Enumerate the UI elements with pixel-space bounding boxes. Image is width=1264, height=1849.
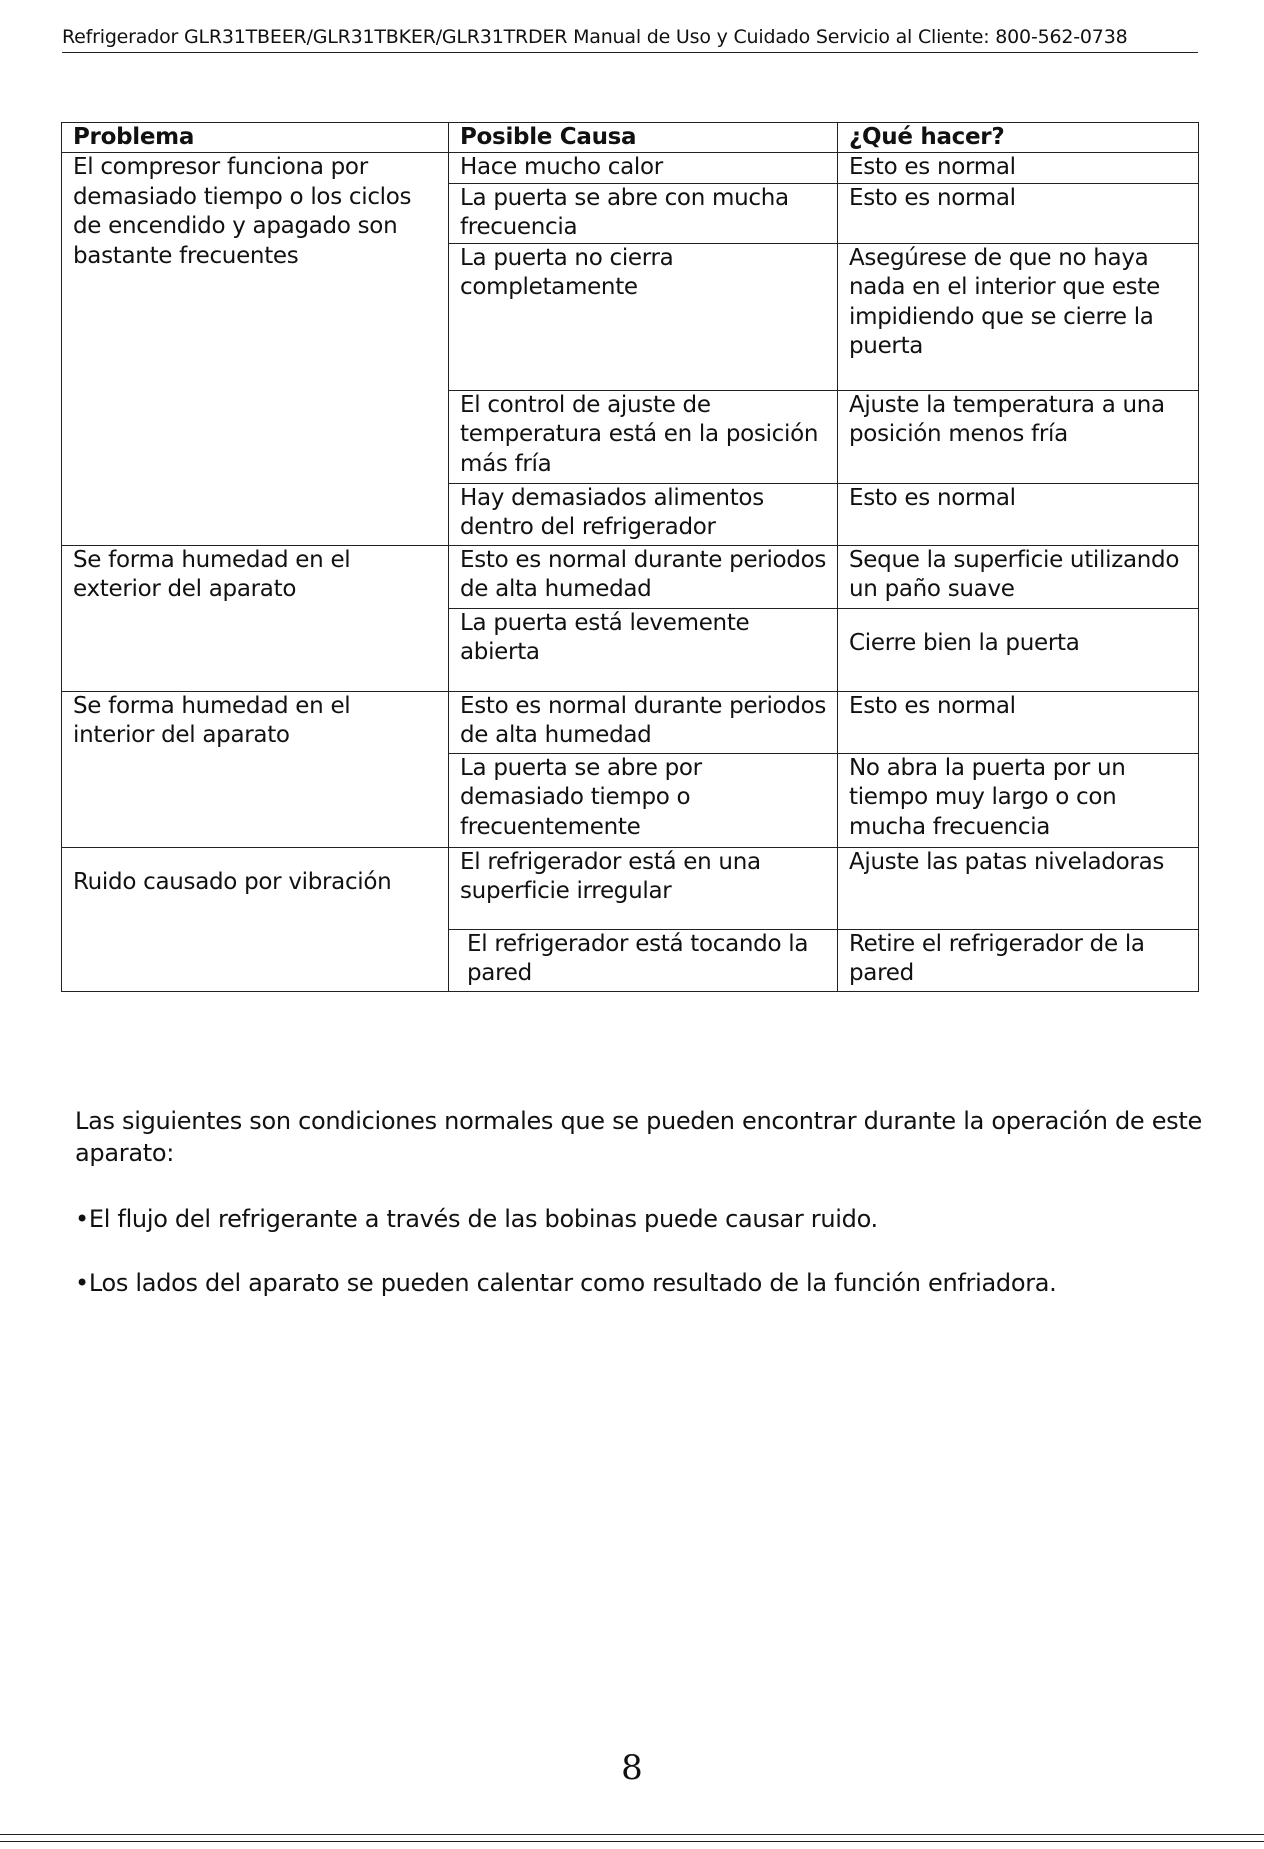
problem-cell: Se forma humedad en el interior del aparato — [62, 691, 449, 847]
action-cell: Ajuste la temperatura a una posición menos fría — [838, 390, 1199, 483]
problem-cell: Se forma humedad en el exterior del aparato — [62, 545, 449, 691]
table-row — [62, 691, 1199, 753]
column-header-action: ¿Qué hacer? — [838, 123, 1199, 153]
cause-cell: La puerta no cierra completamente — [449, 243, 838, 390]
cause-cell: El control de ajuste de temperatura está en la posición más fría — [449, 390, 838, 483]
action-cell: Esto es normal — [838, 483, 1199, 545]
cause-cell: La puerta se abre por demasiado tiempo o frecuentemente — [449, 753, 838, 847]
action-cell: No abra la puerta por un tiempo muy largo o con mucha frecuencia — [838, 753, 1199, 847]
action-cell: Seque la superficie utilizando un paño suave — [838, 545, 1199, 608]
table-header-row — [62, 123, 1199, 153]
notes-bullet-item: •El flujo del refrigerante a través de las bobinas puede causar ruido. — [75, 1205, 878, 1233]
page-header: Refrigerador GLR31TBEER/GLR31TBKER/GLR31TRDER Manual de Uso y Cuidado Servicio al Cliente: 800-562-0738 — [62, 22, 1198, 53]
cause-cell: Esto es normal durante periodos de alta humedad — [449, 545, 838, 608]
action-cell: Cierre bien la puerta — [838, 608, 1199, 691]
action-cell: Ajuste las patas niveladoras — [838, 847, 1199, 929]
normal-conditions-notes — [75, 1105, 1210, 1331]
cause-cell: El refrigerador está en una superficie irregular — [449, 847, 838, 929]
footer-divider — [0, 1841, 1264, 1842]
table-row — [62, 847, 1199, 929]
page-number: 8 — [621, 1748, 643, 1788]
footer-divider — [0, 1834, 1264, 1835]
cause-cell: Esto es normal durante periodos de alta humedad — [449, 691, 838, 753]
cause-cell: La puerta está levemente abierta — [449, 608, 838, 691]
cause-cell: Hay demasiados alimentos dentro del refrigerador — [449, 483, 838, 545]
table-row — [62, 153, 1199, 184]
table-row — [62, 545, 1199, 608]
action-cell: Esto es normal — [838, 691, 1199, 753]
cause-cell: La puerta se abre con mucha frecuencia — [449, 183, 838, 243]
notes-intro: Las siguientes son condiciones normales que se pueden encontrar durante la operación de este aparato: — [75, 1107, 1202, 1167]
action-cell: Esto es normal — [838, 183, 1199, 243]
troubleshooting-table — [61, 122, 1199, 992]
action-cell: Esto es normal — [838, 153, 1199, 184]
column-header-cause: Posible Causa — [449, 123, 838, 153]
action-cell: Retire el refrigerador de la pared — [838, 929, 1199, 991]
cause-cell: El refrigerador está tocando la pared — [449, 929, 838, 991]
notes-bullet-item: •Los lados del aparato se pueden calentar como resultado de la función enfriadora. — [75, 1269, 1057, 1297]
problem-cell: El compresor funciona por demasiado tiempo o los ciclos de encendido y apagado son bastante frecuentes — [62, 153, 449, 546]
action-cell: Asegúrese de que no haya nada en el interior que este impidiendo que se cierre la puerta — [838, 243, 1199, 390]
problem-cell: Ruido causado por vibración — [62, 847, 449, 991]
column-header-problem: Problema — [62, 123, 449, 153]
cause-cell: Hace mucho calor — [449, 153, 838, 184]
